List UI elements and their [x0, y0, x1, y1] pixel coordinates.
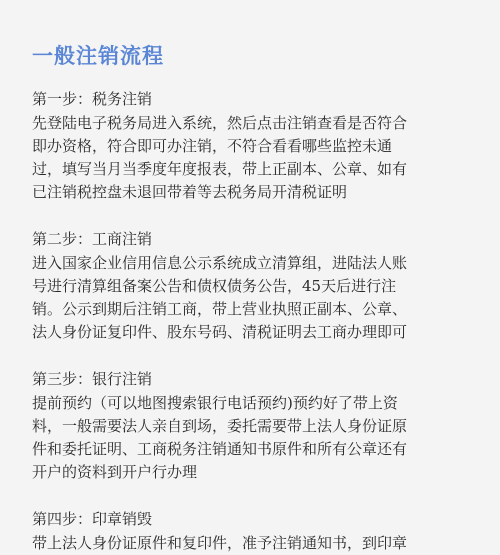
- step-2: [32, 228, 466, 344]
- step-body: [32, 252, 466, 344]
- step-1: [32, 88, 466, 204]
- step-line: 已注销税控盘未退回带着等去税务局开清税证明: [32, 183, 348, 201]
- step-line: 开户的资料到开户行办理: [32, 463, 198, 481]
- step-line: 法人身份证复印件、股东号码、清税证明去工商办理即可: [32, 323, 408, 341]
- step-line: 带上法人身份证原件和复印件，准予注销通知书，到印章: [32, 534, 408, 552]
- step-line: 销。公示到期后注销工商，带上营业执照正副本、公章、: [32, 300, 408, 318]
- step-line: 号进行清算组备案公告和债权债务公告，45天后进行注: [32, 277, 397, 295]
- step-line: 先登陆电子税务局进入系统，然后点击注销查看是否符合: [32, 114, 408, 132]
- step-heading: 第一步：税务注销: [32, 90, 153, 108]
- step-line: 提前预约（可以地图搜索银行电话预约)预约好了带上资: [32, 394, 398, 412]
- step-4: [32, 508, 466, 555]
- step-heading: 第二步：工商注销: [32, 230, 153, 248]
- step-line: 即办资格，符合即可办注销，不符合看看哪些监控未通: [32, 137, 393, 155]
- document-title: 一般注销流程: [32, 44, 164, 68]
- step-heading: 第四步：印章销毁: [32, 510, 153, 528]
- step-line: 进入国家企业信用信息公示系统成立清算组，进陆法人账: [32, 254, 408, 272]
- step-body: [32, 532, 466, 555]
- step-heading: 第三步：银行注销: [32, 370, 153, 388]
- step-body: [32, 112, 466, 204]
- step-3: [32, 368, 466, 484]
- step-line: 过，填写当月当季度年度报表，带上正副本、公章、如有: [32, 160, 408, 178]
- step-line: 料，一般需要法人亲自到场，委托需要带上法人身份证原: [32, 417, 408, 435]
- step-line: 件和委托证明、工商税务注销通知书原件和所有公章还有: [32, 440, 408, 458]
- step-body: [32, 392, 466, 484]
